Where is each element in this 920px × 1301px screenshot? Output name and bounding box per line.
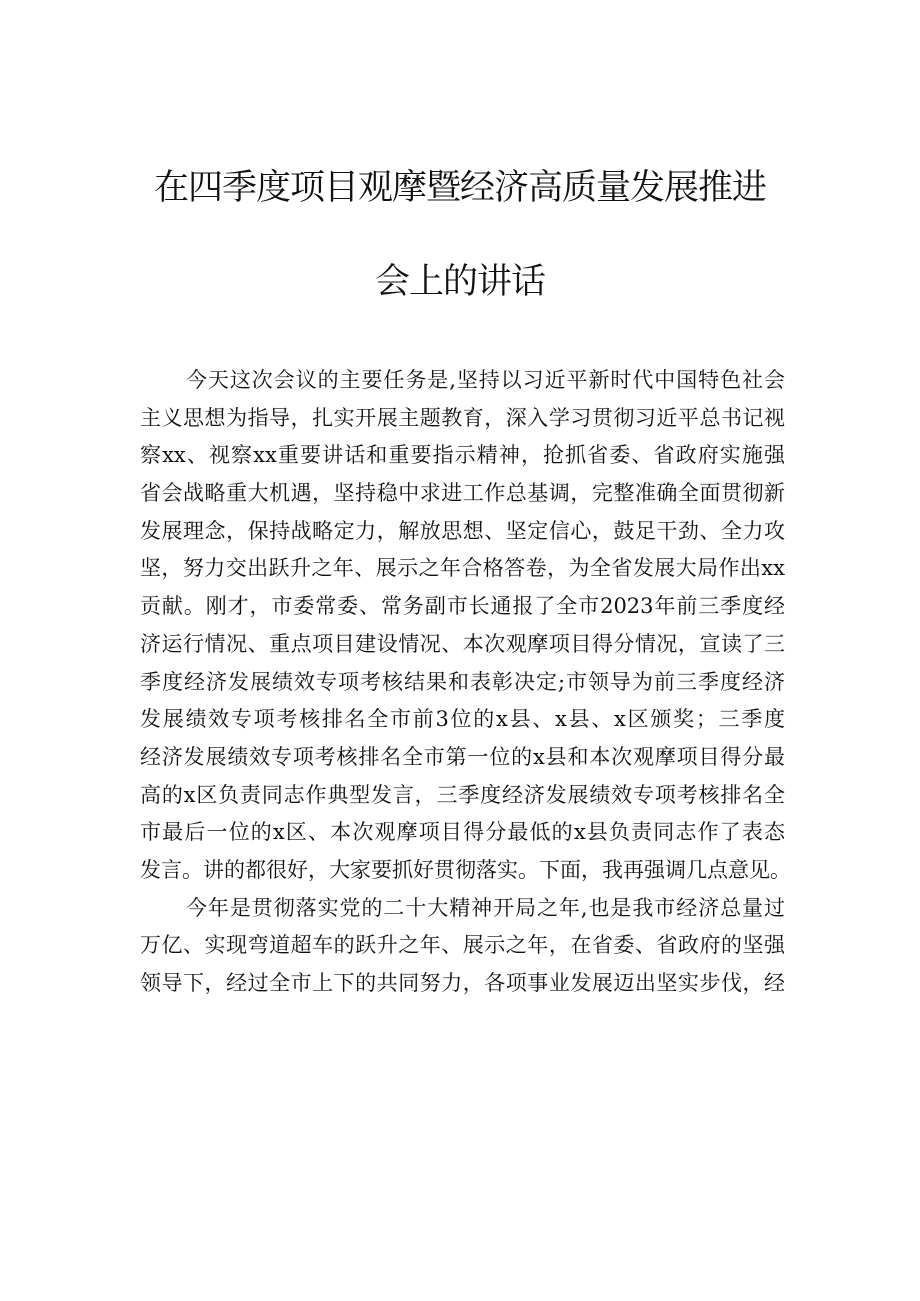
paragraph-line: 坚，努力交出跃升之年、展示之年合格答卷，为全省发展大局作出xx <box>140 556 785 581</box>
paragraph-line: 发展绩效专项考核排名全市前3位的x县、x县、x区颁奖；三季度 <box>140 707 785 732</box>
paragraph-line: 主义思想为指导，扎实开展主题教育，深入学习贯彻习近平总书记视 <box>140 405 785 430</box>
paragraph-line: 省会战略重大机遇，坚持稳中求进工作总基调，完整准确全面贯彻新 <box>140 481 785 506</box>
document-body <box>140 362 791 1003</box>
paragraph-line: 发展理念，保持战略定力，解放思想、坚定信心，鼓足干劲、全力攻 <box>140 518 785 543</box>
document-title-line-1: 在四季度项目观摩暨经济高质量发展推进 <box>153 168 766 208</box>
paragraph-line: 高的x区负责同志作典型发言，三季度经济发展绩效专项考核排名全 <box>140 782 785 807</box>
paragraph-line: 今天这次会议的主要任务是,坚持以习近平新时代中国特色社会 <box>186 368 785 392</box>
paragraph-line: 发言。讲的都很好，大家要抓好贯彻落实。下面，我再强调几点意见。 <box>140 857 791 882</box>
paragraph-line: 济运行情况、重点项目建设情况、本次观摩项目得分情况，宣读了三 <box>140 631 785 656</box>
paragraph-line: 今年是贯彻落实党的二十大精神开局之年,也是我市经济总量过 <box>186 895 785 920</box>
paragraph-line: 察xx、视察xx重要讲话和重要指示精神，抢抓省委、省政府实施强 <box>140 443 785 468</box>
paragraph-line: 季度经济发展绩效专项考核结果和表彰决定;市领导为前三季度经济 <box>140 669 785 694</box>
paragraph-line: 领导下，经过全市上下的共同努力，各项事业发展迈出坚实步伐，经 <box>140 971 785 995</box>
paragraph-line: 贡献。刚才，市委常委、常务副市长通报了全市2023年前三季度经 <box>140 594 785 619</box>
paragraph-line: 经济发展绩效专项考核排名全市第一位的x县和本次观摩项目得分最 <box>140 744 785 769</box>
paragraph-line: 万亿、实现弯道超车的跃升之年、展示之年，在省委、省政府的坚强 <box>140 933 785 958</box>
paragraph-2 <box>140 890 785 1003</box>
document-title-line-2: 会上的讲话 <box>374 262 545 302</box>
paragraph-line: 市最后一位的x区、本次观摩项目得分最低的x县负责同志作了表态 <box>140 820 785 845</box>
paragraph-1 <box>140 362 791 890</box>
